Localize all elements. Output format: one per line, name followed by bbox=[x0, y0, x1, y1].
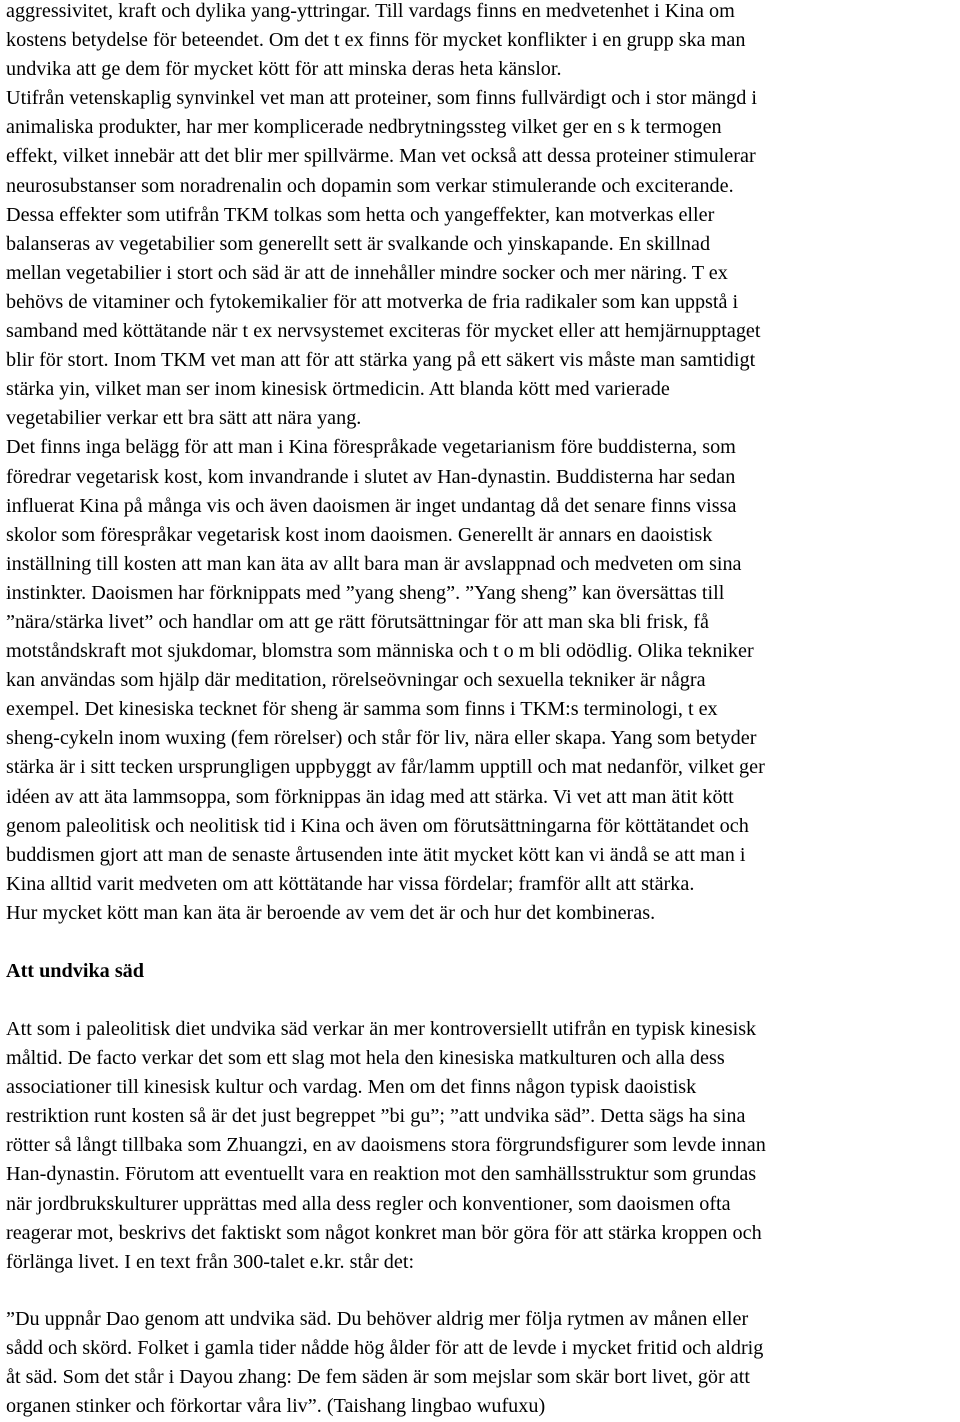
text-line: buddismen gjort att man de senaste årtusenden inte ätit mycket kött kan vi ändå se att man i bbox=[6, 843, 746, 866]
text-line: blir för stort. Inom TKM vet man att för att stärka yang på ett säkert vis måste man samtidigt bbox=[6, 349, 756, 372]
text-line: rötter så långt tillbaka som Zhuangzi, en av daoismens stora förgrundsfigurer som levde innan bbox=[6, 1134, 766, 1157]
text-line: sheng-cykeln inom wuxing (fem rörelser) och står för liv, nära eller skapa. Yang som betyder bbox=[6, 727, 757, 750]
text-line: animaliska produkter, har mer komplicerade nedbrytningssteg vilket ger en s k termogen bbox=[6, 116, 722, 139]
text-line: Dessa effekter som utifrån TKM tolkas som hetta och yangeffekter, kan motverkas eller bbox=[6, 203, 715, 226]
text-line: exempel. Det kinesiska tecknet för sheng är samma som finns i TKM:s terminologi, t ex bbox=[6, 698, 718, 721]
block-quote bbox=[6, 1305, 960, 1421]
text-line: Hur mycket kött man kan äta är beroende av vem det är och hur det kombineras. bbox=[6, 901, 656, 924]
text-line: kostens betydelse för beteendet. Om det t ex finns för mycket konflikter i en grupp ska man bbox=[6, 29, 746, 52]
text-line: stärka yin, vilket man ser inom kinesisk örtmedicin. Att blanda kött med varierade bbox=[6, 378, 670, 401]
text-line: associationer till kinesisk kultur och vardag. Men om det finns någon typisk daoistisk bbox=[6, 1076, 697, 1099]
text-line: åt säd. Som det står i Dayou zhang: De fem säden är som mejslar som skär bort livet, gör att bbox=[6, 1366, 750, 1389]
text-line: motståndskraft mot sjukdomar, blomstra som människa och t o m bli odödlig. Olika tekniker bbox=[6, 640, 754, 663]
text-line: vegetabilier verkar ett bra sätt att nära yang. bbox=[6, 407, 362, 430]
text-line: organen stinker och förkortar våra liv”. (Taishang lingbao wufuxu) bbox=[6, 1395, 546, 1418]
text-line: sådd och skörd. Folket i gamla tider nådde hög ålder för att de levde i mycket fritid och aldrig bbox=[6, 1337, 764, 1360]
text-line: måltid. De facto verkar det som ett slag mot hela den kinesiska matkulturen och alla dess bbox=[6, 1047, 725, 1070]
text-line: influerat Kina på många vis och även daoismen är inget undantag då det senare finns vissa bbox=[6, 494, 737, 517]
paragraph-meat-and-yang bbox=[6, 0, 960, 928]
text-line: skolor som förespråkar vegetarisk kost inom daoismen. Generellt är annars en daoistisk bbox=[6, 523, 713, 546]
paragraph-avoid-grain bbox=[6, 1015, 960, 1277]
text-line: genom paleolitisk och neolitisk tid i Kina och även om förutsättningarna för köttätandet och bbox=[6, 814, 749, 837]
text-line: ”nära/stärka livet” och handlar om att ge rätt förutsättningar för att man ska bli frisk, få bbox=[6, 610, 709, 633]
text-line: Det finns inga belägg för att man i Kina förespråkade vegetarianism före buddisterna, som bbox=[6, 436, 736, 459]
text-line: idéen av att äta lammsoppa, som förknippas än idag med att stärka. Vi vet att man ätit kött bbox=[6, 785, 734, 808]
text-line: reagerar mot, beskrivs det faktiskt som något konkret man bör göra för att stärka kroppen och bbox=[6, 1221, 762, 1244]
text-line: instinkter. Daoismen har förknippats med ”yang sheng”. ”Yang sheng” kan översättas till bbox=[6, 581, 725, 604]
text-line: restriktion runt kosten så är det just begreppet ”bi gu”; ”att undvika säd”. Detta sägs ha sina bbox=[6, 1105, 746, 1128]
text-line: när jordbrukskulturer upprättas med alla dess regler och konventioner, som daoismen ofta bbox=[6, 1192, 731, 1215]
text-line: förlänga livet. I en text från 300-talet e.kr. står det: bbox=[6, 1250, 415, 1273]
text-line: samband med köttätande när t ex nervsystemet exciteras för mycket eller att hemjärnupptaget bbox=[6, 320, 761, 343]
text-line: inställning till kosten att man kan äta av allt bara man är avslappnad och medveten om sina bbox=[6, 552, 742, 575]
text-line: stärka är i sitt tecken ursprungligen uppbyggt av får/lamm upptill och mat nedanför, vilket ger bbox=[6, 756, 765, 779]
text-line: neurosubstanser som noradrenalin och dopamin som verkar stimulerande och exciterande. bbox=[6, 174, 734, 197]
text-line: Kina alltid varit medveten om att köttätande har vissa fördelar; framför allt att stärka. bbox=[6, 872, 695, 895]
text-line: effekt, vilket innebär att det blir mer spillvärme. Man vet också att dessa proteiner stimulerar bbox=[6, 145, 756, 168]
text-line: Han-dynastin. Förutom att eventuellt vara en reaktion mot den samhällsstruktur som grundas bbox=[6, 1163, 757, 1186]
section-heading: Att undvika säd bbox=[6, 960, 145, 982]
text-line: Att som i paleolitisk diet undvika säd verkar än mer kontroversiellt utifrån en typisk kinesisk bbox=[6, 1018, 757, 1040]
text-line: mellan vegetabilier i stort och säd är att de innehåller mindre socker och mer näring. T ex bbox=[6, 261, 728, 284]
text-line: Utifrån vetenskaplig synvinkel vet man att proteiner, som finns fullvärdigt och i stor mängd i bbox=[6, 87, 758, 110]
text-line: behövs de vitaminer och fytokemikalier för att motverka de fria radikaler som kan uppstå i bbox=[6, 290, 739, 313]
text-line: balanseras av vegetabilier som generellt sett är svalkande och yinskapande. En skillnad bbox=[6, 232, 711, 255]
text-line: aggressivitet, kraft och dylika yang-yttringar. Till vardags finns en medvetenhet i Kina om bbox=[6, 0, 735, 22]
text-line: undvika att ge dem för mycket kött för att minska deras heta känslor. bbox=[6, 58, 562, 81]
text-line: föredrar vegetarisk kost, kom invandrande i slutet av Han-dynastin. Buddisterna har sedan bbox=[6, 465, 736, 488]
text-line: kan användas som hjälp där meditation, rörelseövningar och sexuella tekniker är några bbox=[6, 669, 706, 692]
text-line: ”Du uppnår Dao genom att undvika säd. Du behöver aldrig mer följa rytmen av månen eller bbox=[6, 1308, 749, 1330]
